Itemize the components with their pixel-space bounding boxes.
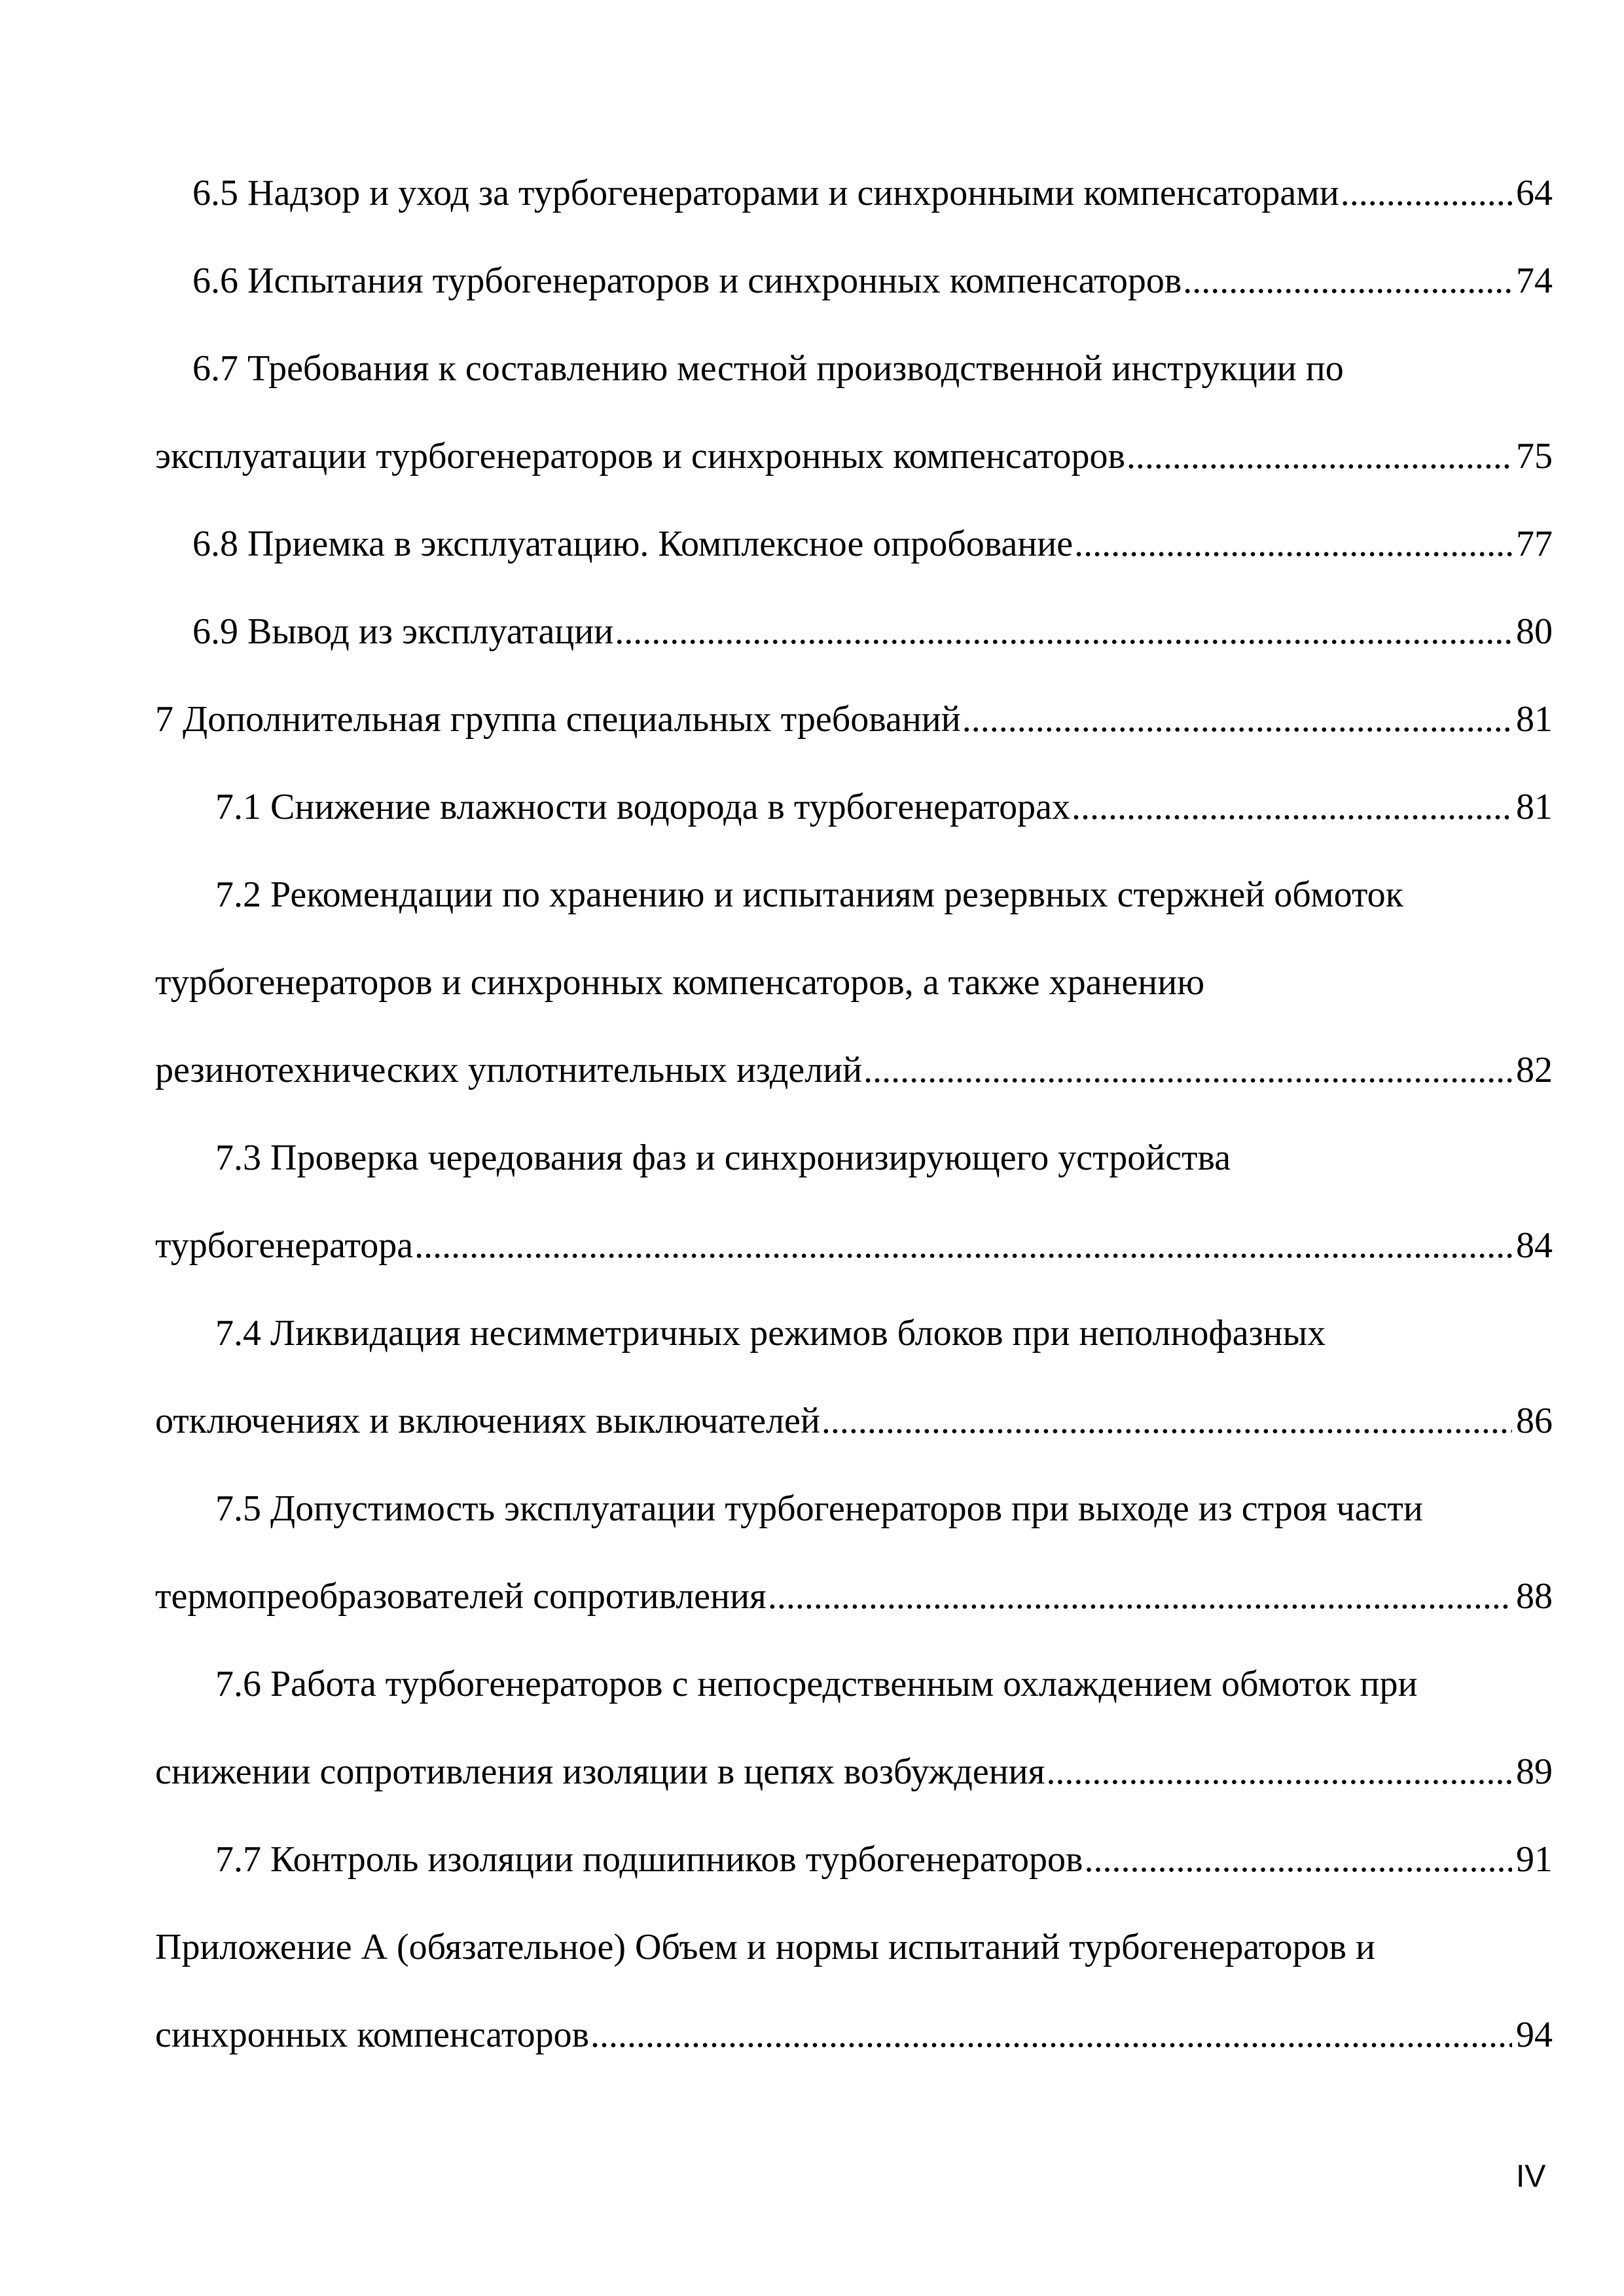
dot-leader [962, 675, 1512, 763]
toc-entry-line [155, 851, 1553, 939]
toc-page-number: 80 [1516, 611, 1553, 652]
toc-entry-line [155, 1903, 1553, 1991]
toc-page-number: 88 [1516, 1576, 1553, 1617]
toc-entry-line [155, 763, 1553, 851]
dot-leader [590, 1991, 1512, 2079]
toc-page-number: 82 [1516, 1050, 1553, 1090]
toc-entry-text: 7.6 Работа турбогенераторов с непосредственным охлаждением обмоток при [215, 1664, 1418, 1704]
toc-entry-text: 6.6 Испытания турбогенераторов и синхронных компенсаторов [192, 260, 1182, 301]
toc-entry-text: 7 Дополнительная группа специальных требований [155, 699, 961, 740]
toc-entry-text: 7.5 Допустимость эксплуатации турбогенераторов при выходе из строя части [215, 1488, 1423, 1529]
toc-entry-line [155, 1026, 1553, 1114]
toc-entry-text: турбогенераторов и синхронных компенсаторов, а также хранению [155, 962, 1205, 1003]
toc-entry-line [155, 675, 1553, 763]
toc-entry-line [155, 588, 1553, 675]
toc-entry-line [155, 1728, 1553, 1816]
toc-entry-line [155, 1465, 1553, 1552]
toc-entry-line [155, 149, 1553, 237]
toc-page-number: 81 [1516, 787, 1553, 827]
table-of-contents [155, 149, 1553, 2079]
toc-entry-text: эксплуатации турбогенераторов и синхронных компенсаторов [155, 436, 1125, 476]
toc-entry-text: Приложение А (обязательное) Объем и нормы испытаний турбогенераторов и [155, 1927, 1375, 1967]
toc-entry-line [155, 500, 1553, 588]
dot-leader [863, 1026, 1512, 1114]
dot-leader [1084, 1816, 1512, 1903]
toc-entry-text: отключениях и включениях выключателей [155, 1401, 820, 1441]
toc-entry-line [155, 237, 1553, 325]
toc-entry-text: 7.7 Контроль изоляции подшипников турбогенераторов [215, 1839, 1083, 1880]
toc-page-number: 86 [1516, 1401, 1553, 1441]
toc-entry-text: 6.5 Надзор и уход за турбогенераторами и синхронными компенсаторами [192, 173, 1339, 213]
toc-page-number: 91 [1516, 1839, 1553, 1880]
dot-leader [1072, 763, 1512, 851]
toc-entry-line [155, 1640, 1553, 1728]
toc-entry-text: 6.7 Требования к составлению местной производственной инструкции по [192, 348, 1344, 389]
page-number: IV [1516, 2159, 1546, 2194]
dot-leader [414, 1202, 1512, 1289]
toc-entry-text: 6.9 Вывод из эксплуатации [192, 611, 614, 652]
toc-entry-line [155, 1289, 1553, 1377]
dot-leader [615, 588, 1512, 675]
toc-page-number: 77 [1516, 524, 1553, 564]
dot-leader [1074, 500, 1512, 588]
toc-entry-text: турбогенератора [155, 1225, 414, 1266]
toc-page-number: 64 [1516, 173, 1553, 213]
toc-entry-line [155, 939, 1553, 1026]
dot-leader [821, 1377, 1512, 1465]
toc-page-number: 94 [1516, 2015, 1553, 2055]
toc-entry-text: синхронных компенсаторов [155, 2015, 590, 2055]
toc-entry-line [155, 412, 1553, 500]
toc-entry-text: 7.4 Ликвидация несимметричных режимов блоков при неполнофазных [215, 1313, 1326, 1354]
toc-entry-line [155, 1202, 1553, 1289]
toc-entry-line [155, 1114, 1553, 1202]
dot-leader [1341, 149, 1512, 237]
toc-entry-line [155, 1816, 1553, 1903]
toc-entry-text: снижении сопротивления изоляции в цепях возбуждения [155, 1751, 1045, 1792]
toc-entry-text: термопреобразователей сопротивления [155, 1576, 767, 1617]
toc-page-number: 89 [1516, 1751, 1553, 1792]
toc-entry-line [155, 1991, 1553, 2079]
toc-entry-text: резинотехнических уплотнительных изделий [155, 1050, 863, 1090]
toc-entry-text: 7.2 Рекомендации по хранению и испытаниям резервных стержней обмоток [215, 874, 1403, 915]
dot-leader [1127, 412, 1512, 500]
toc-page-number: 74 [1516, 260, 1553, 301]
toc-page-number: 84 [1516, 1225, 1553, 1266]
toc-entry-text: 7.1 Снижение влажности водорода в турбогенераторах [215, 787, 1070, 827]
dot-leader [768, 1552, 1512, 1640]
toc-entry-text: 6.8 Приемка в эксплуатацию. Комплексное опробование [192, 524, 1074, 564]
toc-entry-line [155, 1377, 1553, 1465]
toc-page-number: 75 [1516, 436, 1553, 476]
dot-leader [1183, 237, 1512, 325]
toc-entry-line [155, 325, 1553, 412]
toc-page-number: 81 [1516, 699, 1553, 740]
toc-entry-line [155, 1552, 1553, 1640]
dot-leader [1046, 1728, 1512, 1816]
toc-entry-text: 7.3 Проверка чередования фаз и синхронизирующего устройства [215, 1138, 1231, 1178]
